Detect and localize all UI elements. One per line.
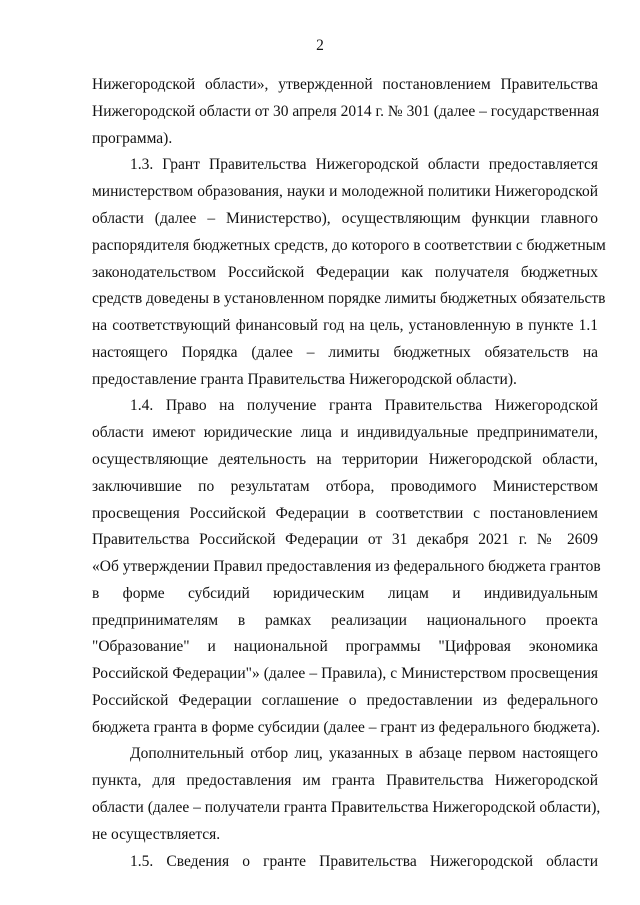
paragraph-1-3-start: 1.3. Грант Правительства Нижегородской области предоставляется <box>130 156 598 173</box>
text-line: Нижегородской области от 30 апреля 2014 г. № 301 (далее – государственная <box>92 103 600 120</box>
text-line: министерством образования, науки и молодежной политики Нижегородской <box>92 183 598 200</box>
text-line: предоставление гранта Правительства Нижегородской области). <box>92 371 517 388</box>
text-line: Российской Федерации"» (далее – Правила), с Министерством просвещения <box>92 665 598 682</box>
paragraph-1-4-start: 1.4. Право на получение гранта Правительства Нижегородской <box>130 397 598 414</box>
text-line: предпринимателям в рамках реализации национального проекта <box>92 612 598 629</box>
text-line: настоящего Порядка (далее – лимиты бюджетных обязательств на <box>92 344 598 361</box>
text-line: области (далее – получатели гранта Правительства Нижегородской области), <box>92 799 601 816</box>
text-line: бюджета гранта в форме субсидии (далее – грант из федерального бюджета). <box>92 719 601 736</box>
text-line: "Образование" и национальной программы "Цифровая экономика <box>92 638 598 655</box>
page-number: 2 <box>316 37 324 54</box>
text-line: средств доведены в установленном порядке лимиты бюджетных обязательств <box>92 290 606 307</box>
text-line: осуществляющие деятельность на территории Нижегородской области, <box>92 451 598 468</box>
text-line: в форме субсидий юридическим лицам и индивидуальным <box>92 585 598 602</box>
text-line: заключившие по результатам отбора, проводимого Министерством <box>92 478 598 495</box>
text-line: на соответствующий финансовый год на цель, установленную в пункте 1.1 <box>92 317 598 334</box>
text-line: области (далее – Министерство), осуществляющим функции главного <box>92 210 598 227</box>
text-line: Нижегородской области», утвержденной постановлением Правительства <box>92 76 598 93</box>
text-line: пункта, для предоставления им гранта Правительства Нижегородской <box>92 772 598 789</box>
text-line: области имеют юридические лица и индивидуальные предприниматели, <box>92 424 598 441</box>
paragraph-1-5-start: 1.5. Сведения о гранте Правительства Нижегородской области <box>130 853 598 870</box>
text-line: не осуществляется. <box>92 826 221 843</box>
paragraph-additional-selection-start: Дополнительный отбор лиц, указанных в абзаце первом настоящего <box>130 745 598 762</box>
text-line: распорядителя бюджетных средств, до которого в соответствии с бюджетным <box>92 237 606 254</box>
text-line: законодательством Российской Федерации как получателя бюджетных <box>92 264 598 281</box>
text-line: «Об утверждении Правил предоставления из федерального бюджета грантов <box>92 558 601 575</box>
text-line: просвещения Российской Федерации в соответствии с постановлением <box>92 505 598 522</box>
text-line: Правительства Российской Федерации от 31 декабря 2021 г. № 2609 <box>92 531 598 548</box>
text-line: Российской Федерации соглашение о предоставлении из федерального <box>92 692 598 709</box>
text-line: программа). <box>92 130 173 147</box>
